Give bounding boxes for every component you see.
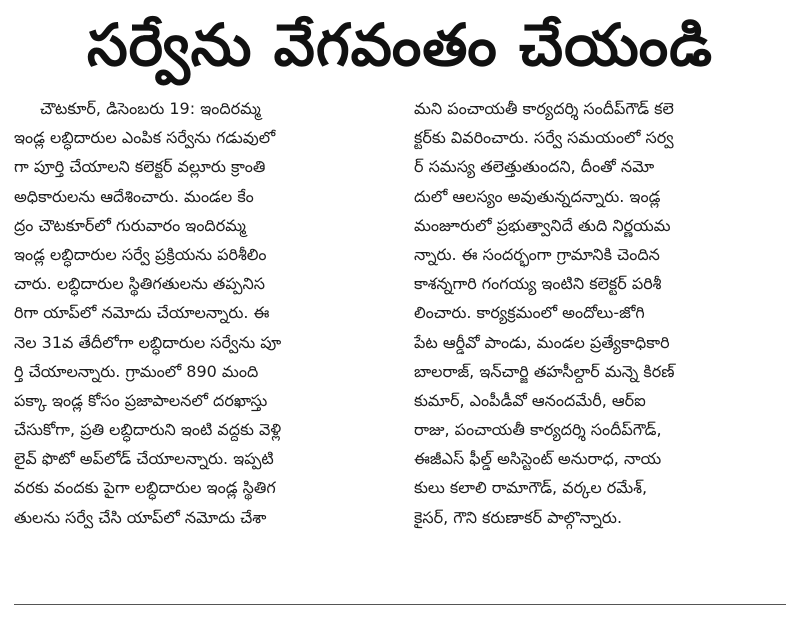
right-line: ఈజీఎస్ ఫీల్డ్ అసిస్టెంట్ అనురాధ, నాయ [414,449,662,469]
right-line: కాశన్నగారి గంగయ్య ఇంటిని కలెక్టర్ పరిశీ [414,274,662,294]
right-line: న్నారు. ఈ సందర్భంగా గ్రామానికి చెందిన [414,244,660,264]
left-line: లైవ్ ఫొటో అప్‌లోడ్ చేయాలన్నారు. ఇప్పటి [14,449,274,469]
left-line: తులను సర్వే చేసి యాప్‌లో నమోదు చేశా [14,507,267,527]
left-line: ఇండ్ల లబ్ధిదారుల సర్వే ప్రక్రియను పరిశీలిం [14,244,267,264]
left-column [14,94,386,532]
right-column [414,94,786,532]
right-line: దులో ఆలస్యం అవుతున్నదన్నారు. ఇండ్ల [414,186,661,206]
left-line: చారు. లబ్ధిదారుల స్థితిగతులను తప్పనిస [14,274,265,294]
right-line: మంజూరులో ప్రభుత్వానిదే తుది నిర్ణయమ [414,215,671,235]
article-body [14,94,786,532]
left-line: చేసుకోగా, ప్రతి లబ్ధిదారుని ఇంటి వద్దకు వెళ్లి [14,420,282,440]
right-line: కుమార్, ఎంపీడీవో ఆనందమేరీ, ఆర్ఐ [414,390,646,410]
right-line: కైసర్, గౌని కరుణాకర్ పాల్గొన్నారు. [414,507,623,527]
headline: సర్వేను వేగవంతం చేయండి [86,11,714,79]
left-line: ఇండ్ల లబ్ధిదారుల ఎంపిక సర్వేను గడువులో [14,128,276,148]
left-line: పక్కా ఇండ్ల కోసం ప్రజాపాలనలో దరఖాస్తు [14,390,268,410]
right-line: మని పంచాయతీ కార్యదర్శి సందీప్‌గౌడ్ కలె [414,99,674,118]
left-line: చౌటకూర్, డిసెంబరు 19: ఇందిరమ్మ [40,99,261,118]
right-line: క్టర్‌కు వివరించారు. సర్వే సమయంలో సర్వ [414,128,674,148]
right-line: కులు కలాలి రామాగౌడ్, వర్కల రమేశ్, [414,478,648,498]
left-line: గా పూర్తి చేయాలని కలెక్టర్ వల్లూరు క్రాంతి [14,157,266,177]
left-line: ద్రం చౌటకూర్‌లో గురువారం ఇందిరమ్మ [14,215,246,235]
left-line: రిగా యాప్‌లో నమోదు చేయాలన్నారు. ఈ [14,303,270,323]
left-line: నెల 31వ తేదీలోగా లబ్ధిదారుల సర్వేను పూ [14,332,282,352]
left-line: వరకు వందకు పైగా లబ్ధిదారుల ఇండ్ల స్థితిగ [14,478,276,498]
left-line: అధికారులను ఆదేశించారు. మండల కేం [14,186,254,206]
bottom-divider [14,604,786,605]
left-line: ర్తి చేయాలన్నారు. గ్రామంలో 890 మంది [14,361,259,381]
right-line: పేట ఆర్డీవో పాండు, మండల ప్రత్యేకాధికారి [414,332,670,352]
right-line: బాలరాజ్, ఇన్‌చార్జి తహసీల్దార్ మన్నె కిరణ్ [414,361,675,381]
right-line: ర్ సమస్య తలెత్తుతుందని, దీంతో నమో [414,157,655,177]
right-line: లించారు. కార్యక్రమంలో అందోలు-జోగి [414,303,645,323]
right-line: రాజు, పంచాయతీ కార్యదర్శి సందీప్‌గౌడ్, [414,420,662,440]
